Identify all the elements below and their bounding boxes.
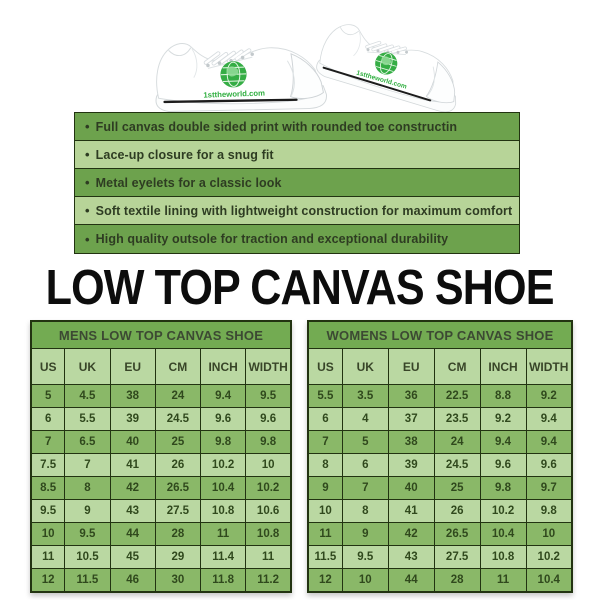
- size-cell: 5: [31, 385, 65, 408]
- table-row: [31, 454, 291, 477]
- size-cell: 7: [31, 431, 65, 454]
- size-cell: 11: [31, 546, 65, 569]
- bullet-icon: •: [85, 119, 90, 134]
- table-row: [308, 454, 572, 477]
- table-row: [31, 477, 291, 500]
- feature-text: Metal eyelets for a classic look: [95, 175, 282, 190]
- size-cell: 41: [110, 454, 155, 477]
- size-cell: 9.5: [342, 546, 388, 569]
- size-cell: 43: [388, 546, 434, 569]
- size-cell: 46: [110, 569, 155, 593]
- size-cell: 10.2: [526, 546, 572, 569]
- size-cell: 10.4: [201, 477, 246, 500]
- size-cell: 9.6: [480, 454, 526, 477]
- size-cell: 9.7: [526, 477, 572, 500]
- size-cell: 42: [388, 523, 434, 546]
- size-cell: 25: [434, 477, 480, 500]
- size-cell: 28: [155, 523, 200, 546]
- size-cell: 39: [388, 454, 434, 477]
- size-cell: 4: [342, 408, 388, 431]
- size-cell: 10: [246, 454, 291, 477]
- size-cell: 9: [65, 500, 110, 523]
- size-cell: 9.5: [31, 500, 65, 523]
- size-cell: 30: [155, 569, 200, 593]
- feature-text: High quality outsole for traction and exceptional durability: [95, 232, 449, 246]
- size-cell: 7: [342, 477, 388, 500]
- size-cell: 10.8: [201, 500, 246, 523]
- size-cell: 38: [110, 385, 155, 408]
- size-cell: 12: [308, 569, 342, 593]
- size-cell: 3.5: [342, 385, 388, 408]
- size-cell: 6.5: [65, 431, 110, 454]
- size-cell: 29: [155, 546, 200, 569]
- size-cell: 7: [308, 431, 342, 454]
- table-row: [31, 385, 291, 408]
- page-title-text: LOW TOP CANVAS SHOE: [46, 261, 554, 315]
- page-title: [0, 260, 600, 315]
- size-cell: 9.2: [526, 385, 572, 408]
- column-header: INCH: [480, 349, 526, 385]
- size-cell: 6: [31, 408, 65, 431]
- size-cell: 4.5: [65, 385, 110, 408]
- size-cell: 10.2: [480, 500, 526, 523]
- column-header: WIDTH: [526, 349, 572, 385]
- size-cell: 26.5: [434, 523, 480, 546]
- bullet-icon: •: [85, 175, 90, 190]
- table-row: [308, 523, 572, 546]
- size-table-womens: [307, 320, 573, 593]
- feature-text: Lace-up closure for a snug fit: [95, 147, 274, 162]
- size-cell: 12: [31, 569, 65, 593]
- size-cell: 9.5: [65, 523, 110, 546]
- size-cell: 40: [110, 431, 155, 454]
- table-row: [31, 431, 291, 454]
- feature-item: [75, 225, 519, 253]
- table-row: [308, 569, 572, 593]
- size-cell: 6: [308, 408, 342, 431]
- size-cell: 38: [388, 431, 434, 454]
- size-cell: 9.6: [201, 408, 246, 431]
- size-cell: 22.5: [434, 385, 480, 408]
- size-cell: 9.4: [201, 385, 246, 408]
- size-cell: 9.4: [526, 431, 572, 454]
- column-header: CM: [155, 349, 200, 385]
- size-cell: 11.8: [201, 569, 246, 593]
- size-cell: 7.5: [31, 454, 65, 477]
- size-cell: 24.5: [155, 408, 200, 431]
- size-cell: 10: [526, 523, 572, 546]
- size-cell: 39: [110, 408, 155, 431]
- size-cell: 11.5: [65, 569, 110, 593]
- size-cell: 10: [308, 500, 342, 523]
- size-cell: 28: [434, 569, 480, 593]
- size-cell: 42: [110, 477, 155, 500]
- size-cell: 45: [110, 546, 155, 569]
- size-cell: 37: [388, 408, 434, 431]
- size-cell: 10.8: [246, 523, 291, 546]
- size-cell: 9.8: [526, 500, 572, 523]
- shoe-right: [314, 19, 469, 115]
- size-cell: 9: [308, 477, 342, 500]
- table-row: [308, 546, 572, 569]
- size-cell: 26.5: [155, 477, 200, 500]
- size-cell: 7: [65, 454, 110, 477]
- size-cell: 5.5: [65, 408, 110, 431]
- feature-text: Full canvas double sided print with rounded toe constructin: [95, 119, 458, 134]
- size-cell: 10.6: [246, 500, 291, 523]
- size-cell: 44: [388, 569, 434, 593]
- size-cell: 6: [342, 454, 388, 477]
- size-cell: 10.8: [480, 546, 526, 569]
- column-header: UK: [65, 349, 110, 385]
- table-row: [31, 523, 291, 546]
- column-header: UK: [342, 349, 388, 385]
- size-cell: 26: [155, 454, 200, 477]
- bullet-icon: •: [85, 147, 90, 162]
- table-row: [308, 431, 572, 454]
- size-cell: 9.6: [246, 408, 291, 431]
- size-cell: 9.8: [480, 477, 526, 500]
- size-cell: 11: [246, 546, 291, 569]
- table-row: [31, 500, 291, 523]
- size-cell: 8: [342, 500, 388, 523]
- size-cell: 10: [31, 523, 65, 546]
- size-cell: 36: [388, 385, 434, 408]
- size-table-mens: [30, 320, 292, 593]
- size-cell: 27.5: [434, 546, 480, 569]
- feature-item: [75, 113, 519, 141]
- size-cell: 11.2: [246, 569, 291, 593]
- size-cell: 24: [434, 431, 480, 454]
- size-cell: 11.4: [201, 546, 246, 569]
- table-row: [31, 408, 291, 431]
- table-row: [308, 477, 572, 500]
- column-header: US: [308, 349, 342, 385]
- feature-list: [74, 112, 520, 254]
- feature-text: Soft textile lining with lightweight construction for maximum comfort: [95, 203, 513, 218]
- size-cell: 44: [110, 523, 155, 546]
- size-cell: 8.5: [31, 477, 65, 500]
- size-cell: 9.8: [201, 431, 246, 454]
- column-header: CM: [434, 349, 480, 385]
- size-cell: 26: [434, 500, 480, 523]
- feature-item: [75, 141, 519, 169]
- size-cell: 10.2: [201, 454, 246, 477]
- size-cell: 25: [155, 431, 200, 454]
- feature-item: [75, 169, 519, 197]
- size-chart-mens: [30, 320, 292, 593]
- size-cell: 40: [388, 477, 434, 500]
- size-cell: 24.5: [434, 454, 480, 477]
- shoe-left: [154, 38, 327, 113]
- size-cell: 24: [155, 385, 200, 408]
- bullet-icon: •: [85, 231, 90, 247]
- column-header: WIDTH: [246, 349, 291, 385]
- size-cell: 9.5: [246, 385, 291, 408]
- column-header: US: [31, 349, 65, 385]
- bullet-icon: •: [85, 203, 90, 218]
- table-title: MENS LOW TOP CANVAS SHOE: [31, 321, 291, 349]
- size-cell: 27.5: [155, 500, 200, 523]
- size-cell: 23.5: [434, 408, 480, 431]
- size-cell: 10.5: [65, 546, 110, 569]
- table-row: [31, 569, 291, 593]
- size-cell: 11: [308, 523, 342, 546]
- size-cell: 5: [342, 431, 388, 454]
- size-cell: 9.4: [480, 431, 526, 454]
- table-row: [31, 546, 291, 569]
- size-cell: 8.8: [480, 385, 526, 408]
- size-cell: 8: [65, 477, 110, 500]
- table-row: [308, 500, 572, 523]
- size-cell: 9.8: [246, 431, 291, 454]
- size-cell: 9.4: [526, 408, 572, 431]
- size-cell: 9: [342, 523, 388, 546]
- size-cell: 11: [201, 523, 246, 546]
- hero-shoes-image: [0, 0, 600, 125]
- size-cell: 43: [110, 500, 155, 523]
- shoes-illustration: 1sttheworld.com: [0, 0, 600, 125]
- size-cell: 11: [480, 569, 526, 593]
- size-cell: 10.2: [246, 477, 291, 500]
- feature-item: [75, 197, 519, 225]
- column-header: INCH: [201, 349, 246, 385]
- size-chart-womens: [307, 320, 573, 593]
- size-cell: 41: [388, 500, 434, 523]
- size-cell: 10.4: [526, 569, 572, 593]
- size-cell: 5.5: [308, 385, 342, 408]
- size-cell: 8: [308, 454, 342, 477]
- size-cell: 11.5: [308, 546, 342, 569]
- size-cell: 10: [342, 569, 388, 593]
- column-header: EU: [388, 349, 434, 385]
- size-cell: 9.2: [480, 408, 526, 431]
- table-title: WOMENS LOW TOP CANVAS SHOE: [308, 321, 572, 349]
- table-row: [308, 385, 572, 408]
- size-cell: 9.6: [526, 454, 572, 477]
- table-row: [308, 408, 572, 431]
- size-cell: 10.4: [480, 523, 526, 546]
- column-header: EU: [110, 349, 155, 385]
